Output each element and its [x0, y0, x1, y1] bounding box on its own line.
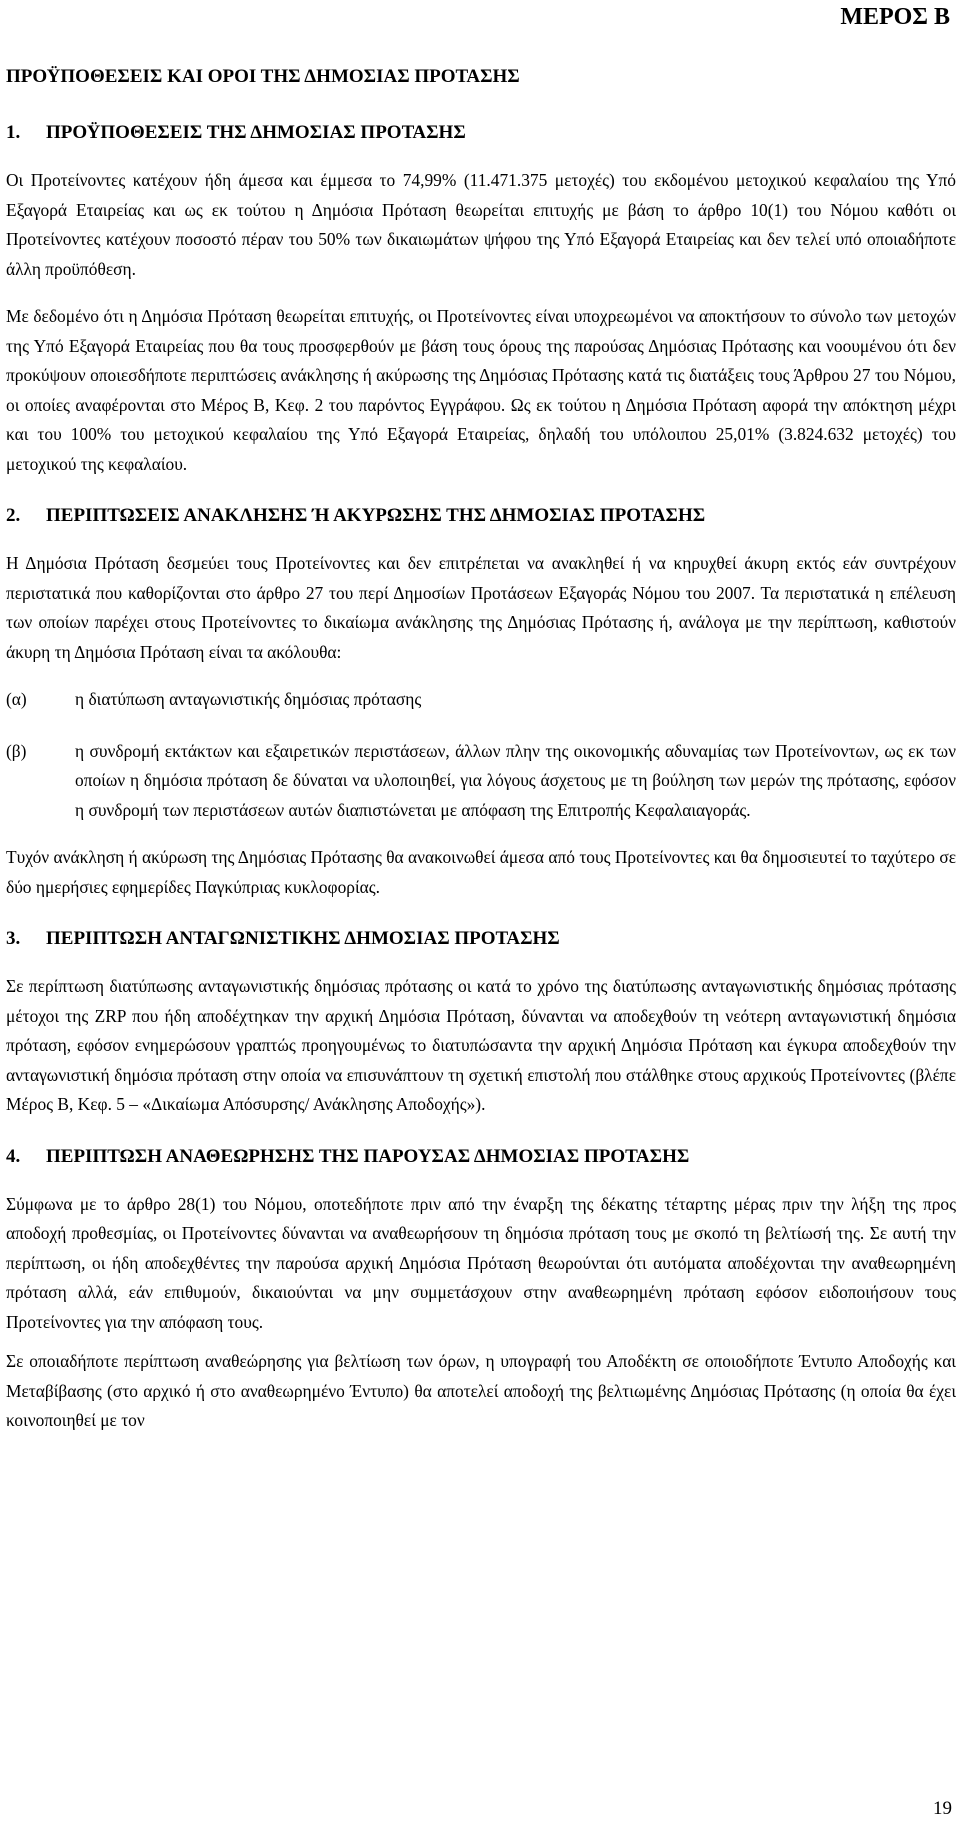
main-title: ΠΡΟΫΠΟΘΕΣΕΙΣ ΚΑΙ ΟΡΟΙ ΤΗΣ ΔΗΜΟΣΙΑΣ ΠΡΟΤΑΣΗΣ: [6, 66, 520, 87]
page-number: 19: [933, 1798, 952, 1819]
section-number: 2.: [6, 505, 21, 526]
list-item-label: (β): [6, 740, 27, 761]
part-label: ΜΕΡΟΣ Β: [840, 4, 950, 30]
section-number: 4.: [6, 1145, 21, 1167]
list-item-text: η συνδρομή εκτάκτων και εξαιρετικών περιστάσεων, άλλων πλην της οικονομικής αδυναμίας των Προτείνοντων, ως εκ των οποίων η δημόσια πρόταση δε δύναται να υλοποιηθεί, για λόγους άσχετους με τη βούληση των μερών της πρότασης, εφόσον η συνδρομή των περιστάσεων αυτών διαπιστώνεται με απόφαση της Επιτροπής Κεφαλαιαγοράς.: [75, 740, 956, 820]
section-3-heading: [6, 924, 956, 954]
list-item-text: η διατύπωση ανταγωνιστικής δημόσιας πρότασης: [75, 689, 422, 709]
paragraph: Με δεδομένο ότι η Δημόσια Πρόταση θεωρείται επιτυχής, οι Προτείνοντες είναι υποχρεωμένοι να αποκτήσουν το σύνολο των μετοχών της Υπό Εξαγορά Εταιρείας που θα τους προσφερθούν με βάση τους όρους της παρούσας Δημόσιας Πρότασης και νοουμένου ότι δεν προκύψουν οποιεσδήποτε περιπτώσεις ανάκλησης ή ακύρωσης της Δημόσιας Πρότασης κατά τις διατάξεις τους Άρθρου 27 του Νόμου, οι οποίες αναφέρονται στο Μέρος Β, Κεφ. 2 του παρόντος Εγγράφου. Ως εκ τούτου η Δημόσια Πρόταση αφορά την απόκτηση μέχρι και του 100% του μετοχικού κεφαλαίου της Υπό Εξαγορά Εταιρείας, δηλαδή του υπόλοιπου 25,01% (3.824.632 μετοχές) του μετοχικού της κεφαλαίου.: [6, 306, 956, 474]
paragraph: Οι Προτείνοντες κατέχουν ήδη άμεσα και έμμεσα το 74,99% (11.471.375 μετοχές) του εκδομένου μετοχικού κεφαλαίου της Υπό Εξαγορά Εταιρείας και ως εκ τούτου η Δημόσια Πρόταση θεωρείται επιτυχής με βάση το άρθρο 10(1) του Νόμου καθότι οι Προτείνοντες κατέχουν ποσοστό πέραν του 50% των δικαιωμάτων ψήφου της Υπό Εξαγορά Εταιρείας και δεν τελεί υπό οποιαδήποτε άλλη προϋπόθεση.: [6, 170, 956, 279]
list-item: [6, 737, 956, 826]
section-title: ΠΕΡΙΠΤΩΣΗ ΑΝΤΑΓΩΝΙΣΤΙΚΗΣ ΔΗΜΟΣΙΑΣ ΠΡΟΤΑΣΗΣ: [46, 928, 560, 949]
document-body: [6, 118, 956, 1436]
list-item: [6, 685, 956, 715]
paragraph: Σύμφωνα με το άρθρο 28(1) του Νόμου, οποτεδήποτε πριν από την έναρξη της δέκατης τέταρτης μέρας πριν την λήξη της προς αποδοχή προθεσμίας, οι Προτείνοντες δύνανται να αναθεωρήσουν τη δημόσια πρόταση τους με σκοπό τη βελτίωσή της. Σε αυτή την περίπτωση, οι ήδη αποδεχθέντες την παρούσα αρχική Δημόσια Πρόταση θεωρούνται ότι αυτόματα αποδέχονται την αναθεωρημένη πρόταση αλλά, εάν επιθυμούν, δικαιούνται να μην συμμετάσχουν στην αναθεωρημένη πρόταση εφόσον ειδοποιήσουν τους Προτείνοντες για την απόφαση τους.: [6, 1193, 956, 1332]
section-1-heading: [6, 118, 956, 148]
section-4-heading: [6, 1142, 956, 1172]
list-item-label: (α): [6, 689, 27, 709]
section-title: ΠΡΟΫΠΟΘΕΣΕΙΣ ΤΗΣ ΔΗΜΟΣΙΑΣ ΠΡΟΤΑΣΗΣ: [46, 122, 466, 143]
paragraph: Σε οποιαδήποτε περίπτωση αναθεώρησης για βελτίωση των όρων, η υπογραφή του Αποδέκτη σε οποιοδήποτε Έντυπο Αποδοχής και Μεταβίβασης (στο αρχικό ή στο αναθεωρημένο Έντυπο) θα αποτελεί αποδοχή της βελτιωμένης Δημόσιας Πρότασης (η οποία θα έχει κοινοποιηθεί με τον: [6, 1351, 956, 1430]
paragraph: Τυχόν ανάκληση ή ακύρωση της Δημόσιας Πρότασης θα ανακοινωθεί άμεσα από τους Προτείνοντες και θα δημοσιευτεί το ταχύτερο σε δύο ημερήσιες εφημερίδες Παγκύπριας κυκλοφορίας.: [6, 847, 956, 897]
section-number: 3.: [6, 928, 21, 949]
paragraph: Σε περίπτωση διατύπωσης ανταγωνιστικής δημόσιας πρότασης οι κατά το χρόνο της διατύπωσης ανταγωνιστικής δημόσιας πρότασης μέτοχοι της ZRP που ήδη αποδέχτηκαν την αρχική Δημόσια Πρόταση, δύνανται να αποδεχθούν τη νεότερη ανταγωνιστική δημόσια πρόταση, εφόσον ενημερώσουν γραπτώς προηγουμένως το διατυπώσαντα την αρχική Δημόσια Πρόταση και έγκυρα αποδεχθούν την ανταγωνιστική δημόσια πρόταση στην οποία να επισυνάπτουν τη σχετική επιστολή που στάλθηκε στους αρχικούς Προτείνοντες (βλέπε Μέρος Β, Κεφ. 5 – «Δικαίωμα Απόσυρσης/ Ανάκλησης Αποδοχής»).: [6, 976, 956, 1114]
section-title: ΠΕΡΙΠΤΩΣΗ ΑΝΑΘΕΩΡΗΣΗΣ ΤΗΣ ΠΑΡΟΥΣΑΣ ΔΗΜΟΣΙΑΣ ΠΡΟΤΑΣΗΣ: [46, 1145, 690, 1167]
section-title: ΠΕΡΙΠΤΩΣΕΙΣ ΑΝΑΚΛΗΣΗΣ Ή ΑΚΥΡΩΣΗΣ ΤΗΣ ΔΗΜΟΣΙΑΣ ΠΡΟΤΑΣΗΣ: [46, 505, 706, 526]
paragraph: Η Δημόσια Πρόταση δεσμεύει τους Προτείνοντες και δεν επιτρέπεται να ανακληθεί ή να κηρυχθεί άκυρη εκτός εάν συντρέχουν περιστατικά που καθορίζονται στο άρθρο 27 του περί Δημοσίων Προτάσεων Εξαγοράς Νόμου του 2007. Τα περιστατικά η επέλευση των οποίων παρέχει στους Προτείνοντες το δικαίωμα ανάκλησης της Δημόσιας Πρότασης ή, ανάλογα με την περίπτωση, καθιστούν άκυρη τη Δημόσια Πρόταση είναι τα ακόλουθα:: [6, 553, 956, 662]
section-number: 1.: [6, 122, 21, 143]
section-2-heading: [6, 501, 956, 531]
